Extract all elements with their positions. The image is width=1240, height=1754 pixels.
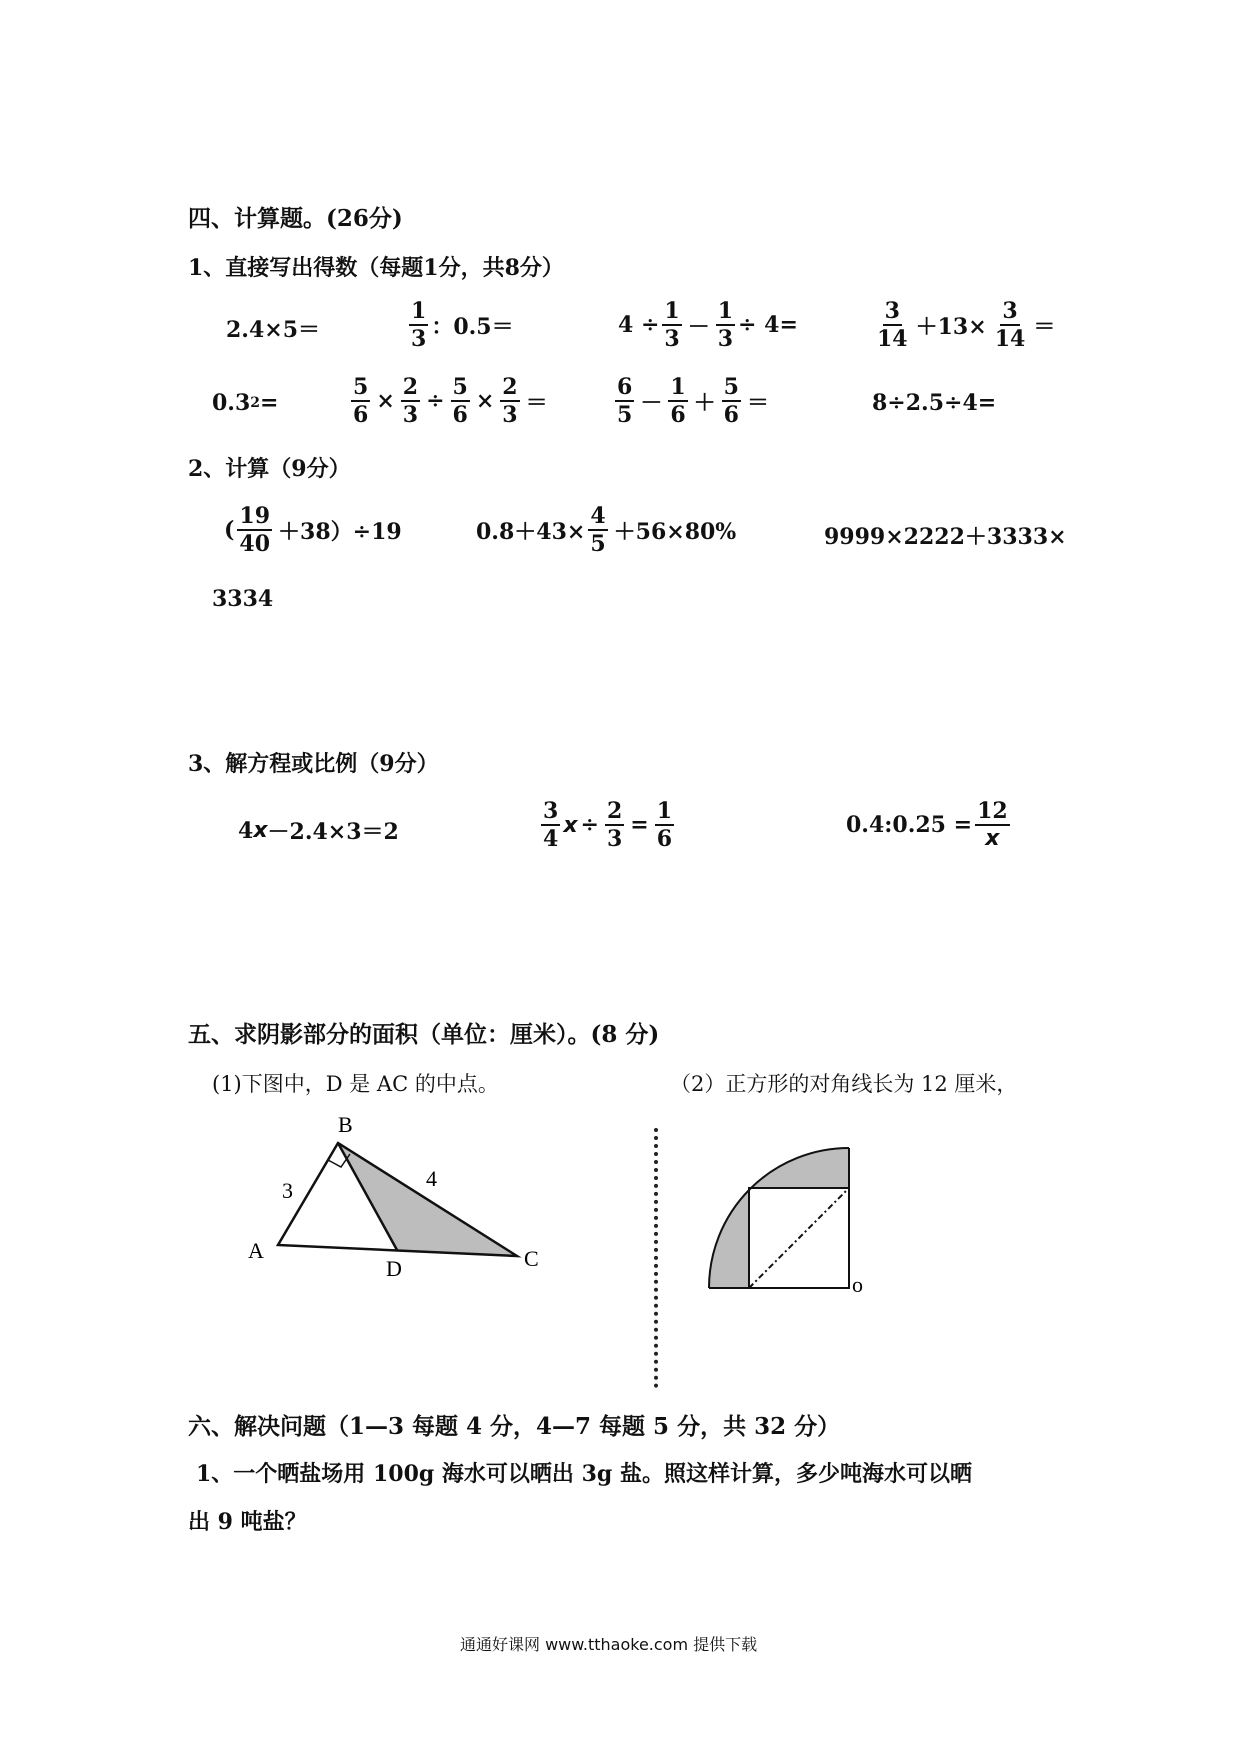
q3-expr-3-lead: 0.4:0.25 =	[846, 812, 973, 838]
fraction: $\frac{1}{3}$	[411, 298, 427, 352]
section4-title: 四、计算题。(26分)	[188, 205, 403, 232]
operator: ×	[376, 388, 395, 414]
fraction: $\frac{19}{40}$	[239, 503, 271, 557]
q1-item-3-lead: 4 ÷	[618, 312, 660, 338]
q1-item-1-text: 2.4×5＝	[226, 317, 321, 343]
q2-expr-2-rest: ＋56×80%	[613, 518, 737, 545]
dotted-divider	[654, 1128, 658, 1388]
q3-expr-1-rest: －2.4×3＝2	[267, 819, 399, 845]
fraction: $\frac{2}{3}$	[502, 374, 518, 428]
q2-expr-2-lead: 0.8＋43×	[476, 518, 586, 545]
fraction: $\frac{2}{3}$	[606, 798, 623, 852]
q1-item-7	[612, 376, 772, 426]
q2-expr-1-rest: ＋38）÷19	[278, 518, 402, 545]
operator: －	[687, 313, 710, 340]
q1-item-3	[618, 300, 798, 350]
section5-title: 五、求阴影部分的面积（单位：厘米）。(8 分)	[188, 1021, 660, 1048]
fraction: $\frac{1}{6}$	[670, 374, 686, 428]
q3-title: 3、解方程或比例（9分）	[188, 751, 439, 777]
q1-item-4-rest: ＝	[1033, 313, 1056, 340]
footer-text: 通通好课网 www.tthaoke.com 提供下载	[460, 1635, 758, 1654]
q1-item-5-rest: =	[260, 390, 279, 416]
variable-x: x	[563, 812, 578, 838]
q3-expr-1	[238, 815, 399, 846]
q1-item-8-text: 8÷2.5÷4=	[872, 390, 997, 416]
q1-item-8	[872, 390, 996, 416]
q2-expr-3-line2: 3334	[212, 586, 274, 612]
q1-item-5-exp: 2	[250, 395, 261, 411]
operator: ＋	[693, 389, 716, 416]
center-o-label: o	[852, 1272, 863, 1297]
quarter-circle-figure	[700, 1140, 880, 1300]
q1-item-2-rest: ：0.5＝	[431, 313, 514, 340]
side-bc-length: 4	[426, 1166, 437, 1191]
q1-item-1	[226, 313, 320, 344]
figure2-caption: （2）正方形的对角线长为 12 厘米，	[670, 1072, 1018, 1096]
section6-title: 六、解决问题（1—3 每题 4 分，4—7 每题 5 分，共 32 分）	[188, 1413, 841, 1440]
q1-item-5	[212, 390, 278, 416]
fraction: $\frac{5}{6}$	[353, 374, 369, 428]
fraction: $\frac{6}{5}$	[617, 374, 633, 428]
q1-item-3-rest: ÷ 4=	[738, 312, 798, 338]
variable-x: x	[253, 818, 268, 843]
operator: ÷	[580, 812, 599, 838]
fraction: $\frac{3}{14}$	[877, 298, 908, 352]
vertex-b-label: B	[338, 1112, 353, 1137]
fraction: $\frac{1}{6}$	[656, 798, 673, 852]
q1-item-6	[348, 376, 551, 426]
operator: ＋13×	[915, 313, 987, 340]
q1-title: 1、直接写出得数（每题1分，共8分）	[188, 255, 564, 281]
q1-item-7-rest: ＝	[746, 389, 769, 416]
vertex-a-label: A	[248, 1238, 264, 1263]
side-ab-length: 3	[282, 1178, 293, 1203]
point-d-label: D	[386, 1256, 402, 1281]
fraction: $\frac{4}{5}$	[590, 503, 606, 557]
q3-expr-1-lead: 4	[238, 817, 254, 844]
figure1-caption: (1)下图中，D 是 AC 的中点。	[212, 1072, 499, 1096]
problem-1-line2: 出 9 吨盐？	[188, 1509, 307, 1535]
operator: =	[630, 812, 649, 838]
fraction: $\frac{3}{14}$	[994, 298, 1026, 352]
operator: －	[640, 389, 663, 416]
problem-1-line1: 1、一个晒盐场用 100g 海水可以晒出 3g 盐。照这样计算，多少吨海水可以晒	[196, 1461, 972, 1487]
fraction: $\frac{2}{3}$	[402, 374, 419, 428]
fraction: $\frac{5}{6}$	[723, 374, 739, 428]
q1-item-2	[406, 300, 514, 350]
fraction: $\frac{3}{4}$	[543, 798, 559, 852]
q2-title: 2、计算（9分）	[188, 456, 351, 482]
q1-item-5-base: 0.3	[212, 390, 251, 416]
q2-expr-1	[224, 505, 405, 555]
q3-expr-2	[538, 800, 677, 850]
vertex-c-label: C	[524, 1246, 539, 1271]
operator: ÷	[426, 388, 445, 414]
q3-expr-3	[846, 800, 1013, 850]
fraction: $\frac{1}{3}$	[717, 298, 734, 352]
operator: ×	[475, 388, 495, 414]
fraction: $\frac{5}{6}$	[452, 374, 468, 428]
triangle-figure	[240, 1108, 560, 1288]
q1-item-4	[872, 300, 1058, 350]
q2-expr-2	[476, 505, 739, 555]
paren: (	[224, 517, 235, 543]
q2-expr-3-line1: 9999×2222＋3333×	[824, 524, 1067, 550]
fraction: $\frac{12}{x}$	[977, 798, 1008, 851]
q1-item-6-rest: ＝	[525, 389, 548, 416]
fraction: $\frac{1}{3}$	[664, 298, 680, 352]
